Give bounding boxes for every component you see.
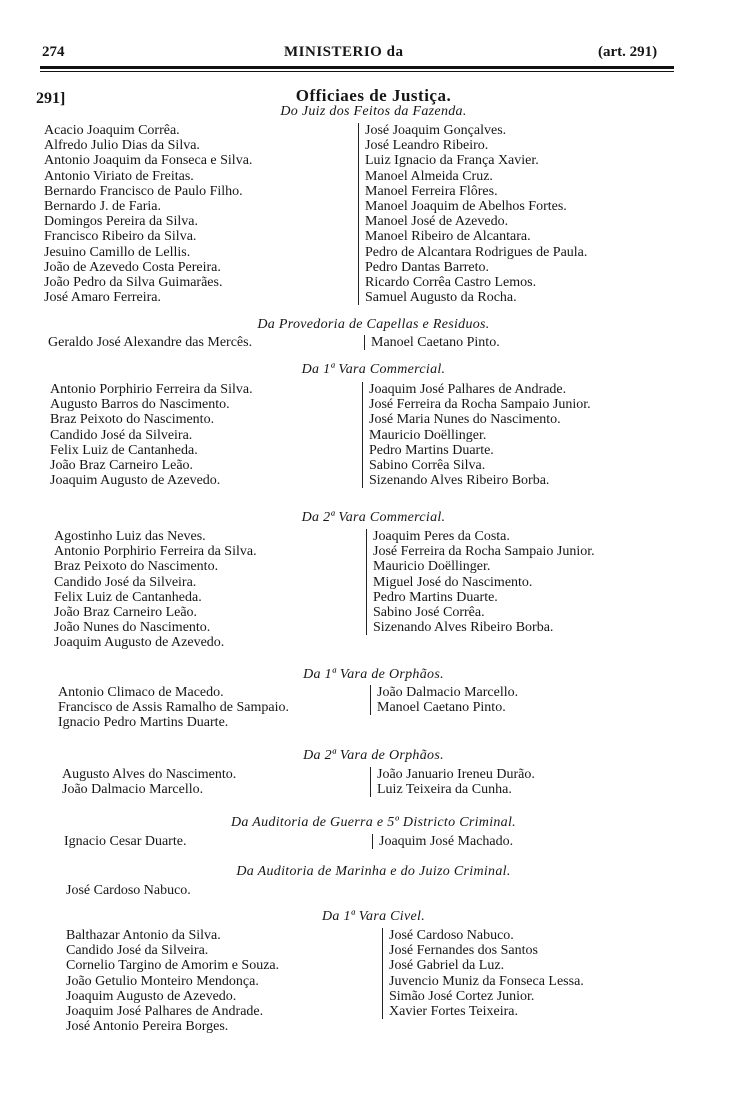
officer-name: Antonio Climaco de Macedo. — [58, 685, 224, 700]
officer-name: Pedro de Alcantara Rodrigues de Paula. — [365, 244, 588, 260]
officer-name: Antonio Porphirio Ferreira da Silva. — [54, 544, 257, 560]
officer-name: Sabino José Corrêa. — [373, 604, 485, 620]
officer-name: Ricardo Corrêa Castro Lemos. — [365, 274, 537, 290]
names-column-left — [44, 123, 252, 305]
officer-name: Felix Luiz de Cantanheda. — [50, 442, 198, 458]
officer-name: Manoel Caetano Pinto. — [377, 700, 506, 716]
officer-name: Joaquim Augusto de Azevedo. — [66, 988, 237, 1004]
officer-name: Joaquim José Palhares de Andrade. — [66, 1003, 264, 1019]
officer-name: Bernardo J. de Faria. — [44, 198, 162, 214]
officer-name: Miguel José do Nascimento. — [373, 574, 533, 590]
officer-name: João Braz Carneiro Leão. — [54, 604, 198, 620]
officer-name: Luiz Teixeira da Cunha. — [377, 782, 512, 798]
names-column-left — [64, 834, 186, 849]
section-title: Da 2ª Vara Commercial. — [301, 510, 446, 525]
names-column-left — [66, 883, 191, 898]
officer-name: João Getulio Monteiro Mendonça. — [66, 973, 259, 989]
names-column-left — [66, 928, 279, 1034]
section-title: Do Juiz dos Feitos da Fazenda. — [280, 104, 467, 119]
officer-name: João Nunes do Nascimento. — [54, 620, 211, 636]
article-number: 291] — [36, 90, 66, 107]
officer-name: Pedro Martins Duarte. — [373, 589, 498, 605]
names-column-right — [372, 834, 513, 849]
officer-name: Balthazar Antonio da Silva. — [66, 928, 221, 943]
officer-name: Alfredo Julio Dias da Silva. — [44, 138, 200, 154]
officer-name: Augusto Barros do Nascimento. — [50, 397, 230, 413]
officer-name: Xavier Fortes Teixeira. — [389, 1003, 518, 1019]
officer-name: Joaquim Augusto de Azevedo. — [54, 635, 225, 651]
names-column-right — [358, 123, 587, 305]
officer-name: Joaquim Augusto de Azevedo. — [50, 473, 221, 489]
officer-name: João Dalmacio Marcello. — [377, 685, 519, 700]
officer-name: Manoel Ribeiro de Alcantara. — [365, 229, 531, 245]
officer-name: Joaquim José Machado. — [379, 834, 514, 849]
officer-name: Francisco de Assis Ramalho de Sampaio. — [58, 700, 289, 716]
officer-name: Agostinho Luiz das Neves. — [54, 529, 206, 544]
officer-name: Sizenando Alves Ribeiro Borba. — [369, 473, 550, 489]
officer-name: Sabino Corrêa Silva. — [369, 457, 486, 473]
header-rule-thin — [40, 71, 674, 72]
officer-name: Manoel José de Azevedo. — [365, 214, 509, 230]
officer-name: Mauricio Doëllinger. — [369, 427, 487, 443]
officer-name: José Fernandes dos Santos — [389, 943, 538, 959]
officer-name: José Amaro Ferreira. — [44, 290, 162, 306]
section-title: Da 1ª Vara Civel. — [321, 909, 426, 924]
header-rule — [40, 66, 674, 69]
running-title: MINISTERIO da — [284, 44, 404, 60]
article-reference: (art. 291) — [598, 44, 658, 60]
officer-name: Acacio Joaquim Corrêa. — [44, 123, 180, 138]
officer-name: José Leandro Ribeiro. — [365, 138, 489, 154]
officer-name: Braz Peixoto do Nascimento. — [50, 412, 215, 428]
officer-name: Sizenando Alves Ribeiro Borba. — [373, 620, 554, 636]
officer-name: João de Azevedo Costa Pereira. — [44, 259, 221, 275]
names-column-right — [362, 382, 591, 488]
officer-name: João Dalmacio Marcello. — [62, 782, 204, 798]
officer-name: Antonio Porphirio Ferreira da Silva. — [50, 382, 253, 397]
section-title: Da 1ª Vara de Orphãos. — [303, 667, 444, 682]
names-column-left — [50, 382, 253, 488]
section-title: Da Provedoria de Capellas e Residuos. — [257, 317, 490, 332]
officer-name: Antonio Joaquim da Fonseca e Silva. — [44, 153, 253, 169]
officer-name: José Maria Nunes do Nascimento. — [369, 412, 561, 428]
officer-name: Joaquim José Palhares de Andrade. — [369, 382, 567, 397]
names-column-right — [370, 767, 535, 797]
names-column-right — [366, 529, 595, 635]
main-title: Officiaes de Justiça. — [295, 86, 452, 105]
officer-name: Francisco Ribeiro da Silva. — [44, 229, 197, 245]
officer-name: Pedro Dantas Barreto. — [365, 259, 490, 275]
officer-name: Luiz Ignacio da França Xavier. — [365, 153, 539, 169]
section-title: Da 1ª Vara Commercial. — [301, 362, 446, 377]
officer-name: Manoel Ferreira Flôres. — [365, 183, 498, 199]
officer-name: José Gabriel da Luz. — [389, 958, 505, 974]
officer-name: José Ferreira da Rocha Sampaio Junior. — [373, 544, 595, 560]
officer-name: Manoel Joaquim de Abelhos Fortes. — [365, 198, 567, 214]
officer-name: José Cardoso Nabuco. — [389, 928, 514, 943]
officer-name: Juvencio Muniz da Fonseca Lessa. — [389, 973, 584, 989]
officer-name: José Joaquim Gonçalves. — [365, 123, 507, 138]
names-column-left — [62, 767, 236, 797]
page-number: 274 — [42, 44, 65, 60]
names-column-left — [48, 335, 252, 350]
officer-name: Ignacio Pedro Martins Duarte. — [58, 715, 229, 731]
officer-name: Pedro Martins Duarte. — [369, 442, 494, 458]
officer-name: Bernardo Francisco de Paulo Filho. — [44, 183, 243, 199]
officer-name: Candido José da Silveira. — [66, 943, 209, 959]
officer-name: Samuel Augusto da Rocha. — [365, 290, 517, 306]
officer-name: João Braz Carneiro Leão. — [50, 457, 194, 473]
names-column-right — [364, 335, 500, 350]
officer-name: José Antonio Pereira Borges. — [66, 1019, 229, 1035]
officer-name: Geraldo José Alexandre das Mercês. — [48, 335, 253, 350]
officer-name: Simão José Cortez Junior. — [389, 988, 535, 1004]
officer-name: Manoel Caetano Pinto. — [371, 335, 500, 350]
section-title: Da Auditoria de Marinha e do Juizo Criminal. — [236, 864, 511, 879]
names-column-right — [370, 685, 518, 715]
officer-name: Ignacio Cesar Duarte. — [64, 834, 187, 849]
officer-name: Jesuino Camillo de Lellis. — [44, 244, 191, 260]
names-column-right — [382, 928, 584, 1019]
officer-name: Felix Luiz de Cantanheda. — [54, 589, 202, 605]
officer-name: João Pedro da Silva Guimarães. — [44, 274, 223, 290]
officer-name: Manoel Almeida Cruz. — [365, 168, 493, 184]
officer-name: Joaquim Peres da Costa. — [373, 529, 510, 544]
officer-name: Augusto Alves do Nascimento. — [62, 767, 237, 782]
officer-name: José Cardoso Nabuco. — [66, 883, 191, 898]
names-column-left — [54, 529, 257, 651]
officer-name: Candido José da Silveira. — [54, 574, 197, 590]
officer-name: João Januario Ireneu Durão. — [377, 767, 535, 782]
officer-name: Braz Peixoto do Nascimento. — [54, 559, 219, 575]
officer-name: Cornelio Targino de Amorim e Souza. — [66, 958, 280, 974]
officer-name: José Ferreira da Rocha Sampaio Junior. — [369, 397, 591, 413]
officer-name: Antonio Viriato de Freitas. — [44, 168, 194, 184]
section-title: Da 2ª Vara de Orphãos. — [303, 748, 444, 763]
officer-name: Candido José da Silveira. — [50, 427, 193, 443]
officer-name: Domingos Pereira da Silva. — [44, 214, 198, 230]
names-column-left — [58, 685, 289, 731]
section-title: Da Auditoria de Guerra e 5º Districto Criminal. — [231, 815, 516, 830]
officer-name: Mauricio Doëllinger. — [373, 559, 491, 575]
